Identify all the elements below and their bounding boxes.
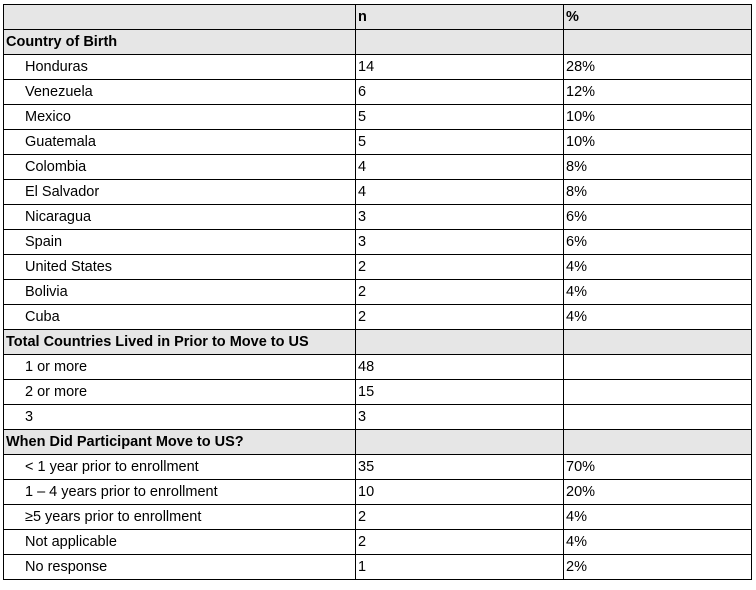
section-empty-cell [356,330,564,355]
table-row [4,530,752,555]
row-n-value: 2 [356,530,564,555]
row-percent-value: 4% [564,505,752,530]
demographics-table [3,4,752,580]
row-n-value: 4 [356,155,564,180]
section-empty-cell [564,330,752,355]
row-n-value: 10 [356,480,564,505]
table-row [4,455,752,480]
section-empty-cell [564,430,752,455]
header-row [4,5,752,30]
row-percent-value: 10% [564,130,752,155]
table-row [4,230,752,255]
row-percent-value: 6% [564,230,752,255]
row-label: ≥5 years prior to enrollment [4,505,356,530]
table-row [4,130,752,155]
row-percent-value [564,405,752,430]
table-row [4,555,752,580]
row-label: 3 [4,405,356,430]
section-header-row [4,430,752,455]
section-title: When Did Participant Move to US? [4,430,356,455]
row-percent-value [564,380,752,405]
row-percent-value: 20% [564,480,752,505]
table-row [4,480,752,505]
row-label: Venezuela [4,80,356,105]
row-label: 2 or more [4,380,356,405]
table-body [4,5,752,580]
row-label: Cuba [4,305,356,330]
section-header-row [4,330,752,355]
row-label: United States [4,255,356,280]
row-label: Bolivia [4,280,356,305]
row-n-value: 3 [356,205,564,230]
row-percent-value: 28% [564,55,752,80]
row-n-value: 5 [356,105,564,130]
table-row [4,155,752,180]
row-percent-value: 10% [564,105,752,130]
row-label: Colombia [4,155,356,180]
table-row [4,205,752,230]
row-percent-value: 8% [564,155,752,180]
row-n-value: 15 [356,380,564,405]
table-row [4,355,752,380]
table-row [4,305,752,330]
row-label: El Salvador [4,180,356,205]
table-row [4,405,752,430]
table-row [4,180,752,205]
section-empty-cell [564,30,752,55]
row-label: No response [4,555,356,580]
row-n-value: 6 [356,80,564,105]
row-percent-value: 12% [564,80,752,105]
table-row [4,280,752,305]
row-n-value: 35 [356,455,564,480]
row-n-value: 4 [356,180,564,205]
table-row [4,255,752,280]
row-n-value: 2 [356,280,564,305]
row-n-value: 3 [356,230,564,255]
row-n-value: 1 [356,555,564,580]
row-percent-value: 70% [564,455,752,480]
row-label: 1 or more [4,355,356,380]
row-n-value: 5 [356,130,564,155]
row-label: 1 – 4 years prior to enrollment [4,480,356,505]
row-percent-value: 2% [564,555,752,580]
row-n-value: 14 [356,55,564,80]
row-label: < 1 year prior to enrollment [4,455,356,480]
section-header-row [4,30,752,55]
row-n-value: 2 [356,255,564,280]
section-empty-cell [356,30,564,55]
table-row [4,105,752,130]
table-row [4,55,752,80]
row-n-value: 3 [356,405,564,430]
section-empty-cell [356,430,564,455]
table-row [4,80,752,105]
row-label: Honduras [4,55,356,80]
table-row [4,505,752,530]
row-percent-value: 8% [564,180,752,205]
row-label: Not applicable [4,530,356,555]
row-n-value: 2 [356,505,564,530]
row-n-value: 2 [356,305,564,330]
row-percent-value: 4% [564,255,752,280]
demographics-table-container [3,4,752,580]
row-label: Guatemala [4,130,356,155]
header-percent-cell: % [564,5,752,30]
row-percent-value: 6% [564,205,752,230]
row-label: Nicaragua [4,205,356,230]
row-percent-value: 4% [564,280,752,305]
row-label: Spain [4,230,356,255]
row-percent-value: 4% [564,305,752,330]
row-percent-value: 4% [564,530,752,555]
row-percent-value [564,355,752,380]
header-n-cell: n [356,5,564,30]
row-n-value: 48 [356,355,564,380]
section-title: Country of Birth [4,30,356,55]
section-title: Total Countries Lived in Prior to Move to US [4,330,356,355]
table-row [4,380,752,405]
row-label: Mexico [4,105,356,130]
header-label-cell [4,5,356,30]
